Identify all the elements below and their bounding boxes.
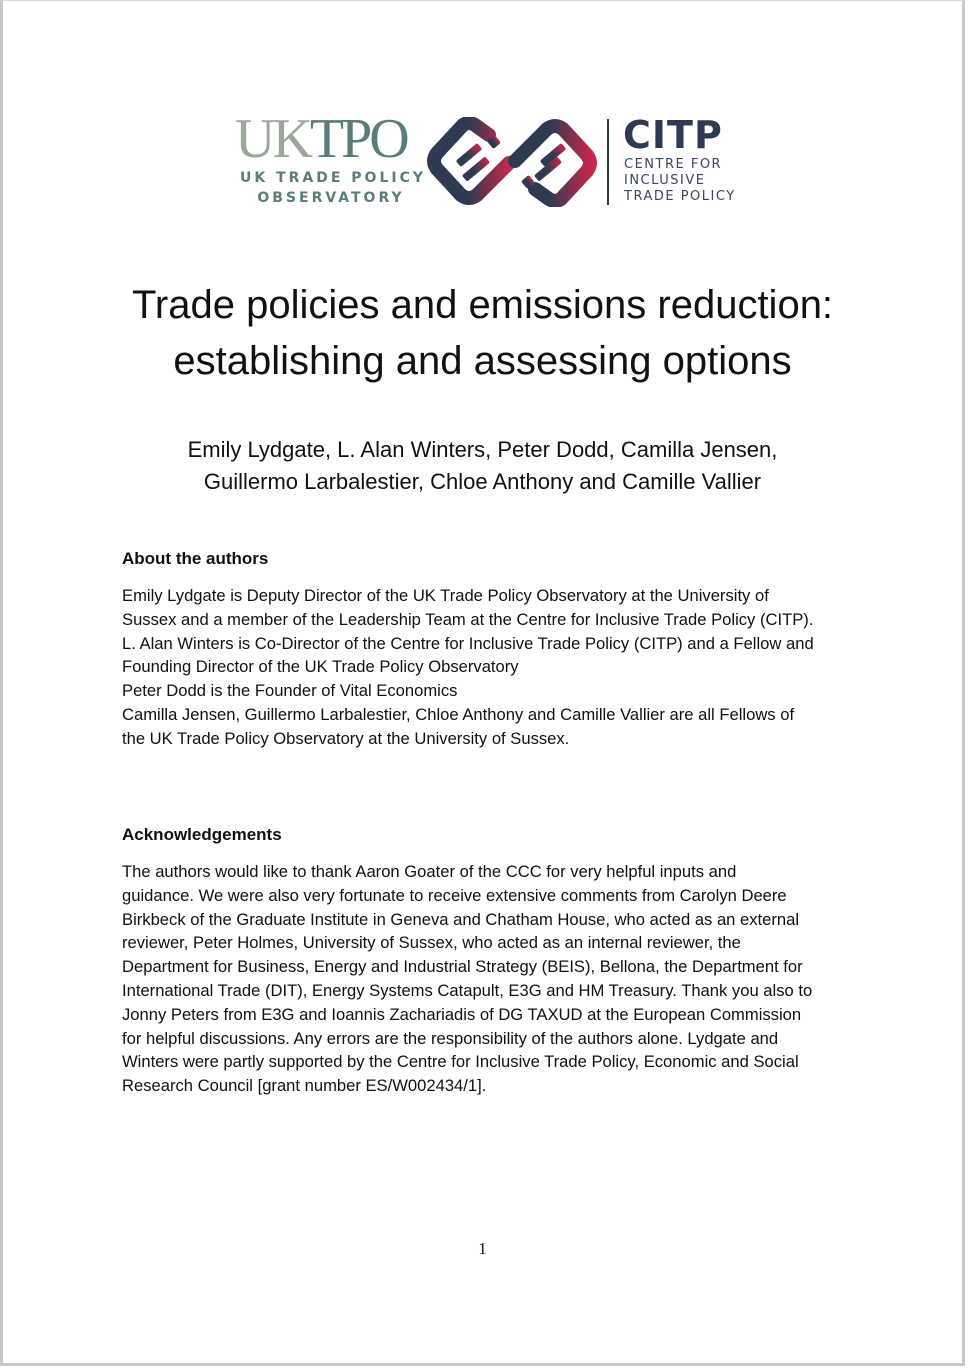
- ack-line: Research Council [grant number ES/W002434/1].: [122, 1076, 487, 1096]
- document-title: [3, 277, 962, 389]
- header-logos: [235, 108, 745, 209]
- about-body: [122, 584, 867, 751]
- author-list: [3, 434, 962, 498]
- about-line: Camilla Jensen, Guillermo Larbalestier, Chloe Anthony and Camille Vallier are all Fellows of: [122, 704, 795, 724]
- about-line: Founding Director of the UK Trade Policy Observatory: [122, 657, 519, 677]
- ack-line: guidance. We were also very fortunate to receive extensive comments from Carolyn Deere: [122, 885, 787, 905]
- citp-subtitle-line3: TRADE POLICY: [624, 189, 736, 204]
- ack-line: reviewer, Peter Holmes, University of Sussex, who acted as an internal reviewer, the: [122, 933, 741, 953]
- ack-line: Birkbeck of the Graduate Institute in Geneva and Chatham House, who acted as an external: [122, 909, 800, 929]
- uktpo-wordmark: [235, 108, 407, 170]
- about-line: the UK Trade Policy Observatory at the University of Sussex.: [122, 728, 570, 748]
- uktpo-uk: UK: [235, 108, 310, 170]
- ack-line: Winters were partly supported by the Centre for Inclusive Trade Policy, Economic and Social: [122, 1052, 799, 1072]
- title-line-2: establishing and assessing options: [173, 339, 792, 383]
- uktpo-subtitle-line2: OBSERVATORY: [257, 190, 405, 206]
- about-heading: About the authors: [122, 549, 269, 568]
- citp-wordmark: CITP: [623, 113, 723, 157]
- page-number: 1: [478, 1239, 487, 1258]
- acknowledgements-heading: Acknowledgements: [122, 825, 282, 844]
- ack-line: Jonny Peters from E3G and Ioannis Zachariadis of DG TAXUD at the European Commission: [122, 1004, 802, 1024]
- ack-line: for helpful discussions. Any errors are the responsibility of the authors alone. Lydgate and: [122, 1028, 779, 1048]
- acknowledgements-section: [122, 823, 867, 1098]
- acknowledgements-body: [122, 860, 867, 1098]
- ack-line: International Trade (DIT), Energy Systems Catapult, E3G and HM Treasury. Thank you also to: [122, 980, 813, 1000]
- about-line: L. Alan Winters is Co-Director of the Centre for Inclusive Trade Policy (CITP) and a Fellow and: [122, 633, 814, 653]
- authors-line-2: Guillermo Larbalestier, Chloe Anthony and Camille Vallier: [203, 469, 762, 494]
- about-line: Sussex and a member of the Leadership Team at the Centre for Inclusive Trade Policy (CITP).: [122, 609, 814, 629]
- uktpo-tpo: TPO: [309, 108, 407, 170]
- about-line: Emily Lydgate is Deputy Director of the UK Trade Policy Observatory at the University of: [122, 586, 769, 605]
- citp-subtitle-line1: CENTRE FOR: [624, 157, 723, 172]
- infinity-link-logo-icon: [427, 117, 597, 207]
- ack-line: Department for Business, Energy and Industrial Strategy (BEIS), Bellona, the Department for: [122, 957, 803, 977]
- about-the-authors-section: [122, 547, 867, 751]
- citp-subtitle-line2: INCLUSIVE: [624, 173, 706, 188]
- authors-line-1: Emily Lydgate, L. Alan Winters, Peter Dodd, Camilla Jensen,: [187, 437, 778, 462]
- about-line: Peter Dodd is the Founder of Vital Economics: [122, 681, 458, 701]
- uktpo-subtitle-line1: UK TRADE POLICY: [239, 170, 427, 186]
- title-line-1: Trade policies and emissions reduction:: [131, 283, 834, 327]
- ack-line: The authors would like to thank Aaron Goater of the CCC for very helpful inputs and: [122, 862, 737, 881]
- logo-divider: [607, 119, 609, 205]
